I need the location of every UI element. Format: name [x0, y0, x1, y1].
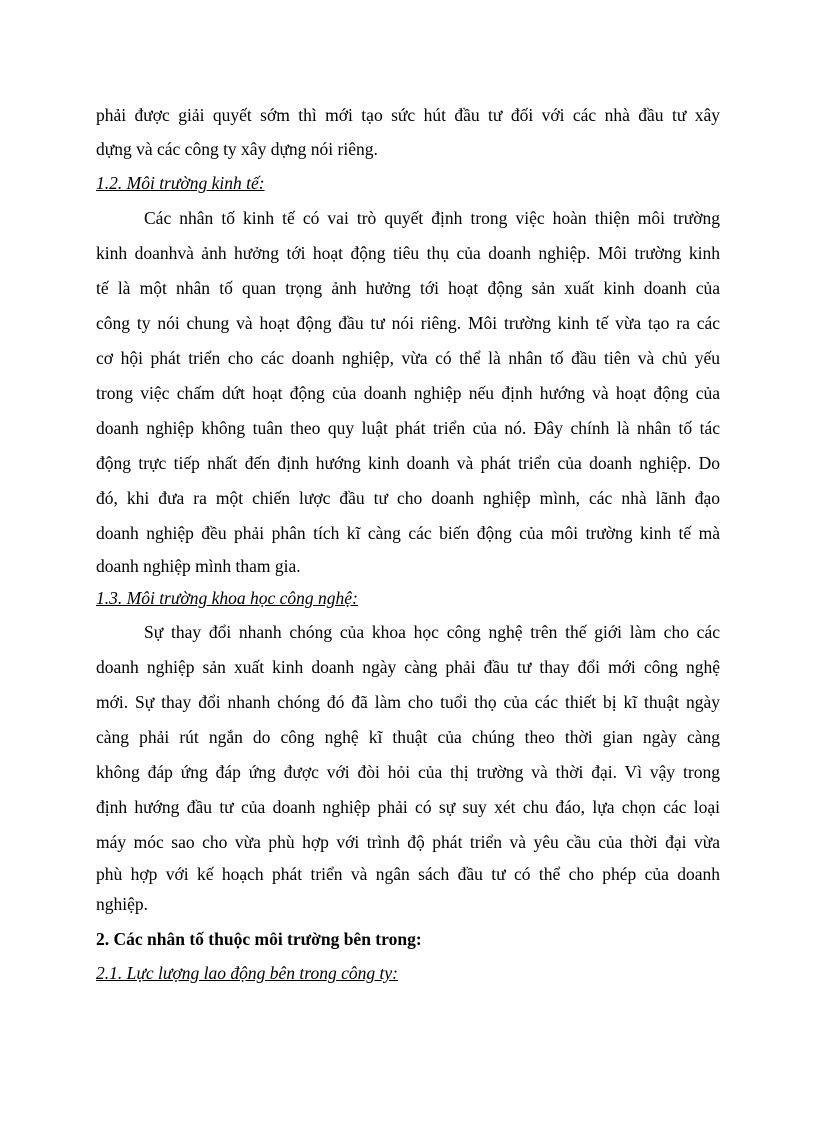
intro-line: dựng và các công ty xây dựng nói riêng. — [96, 139, 378, 159]
paragraph-line: công ty nói chung và hoạt động đầu tư nói riêng. Môi trường kinh tế vừa tạo ra các — [96, 313, 720, 333]
paragraph-line: càng phải rút ngắn do công nghệ kĩ thuật của chúng theo thời gian ngày càng — [96, 727, 720, 747]
paragraph-line: định hướng đầu tư của doanh nghiệp phải có sự suy xét chu đáo, lựa chọn các loại — [96, 797, 720, 817]
paragraph-line: kinh doanhvà ảnh hưởng tới hoạt động tiêu thụ của doanh nghiệp. Môi trường kinh — [96, 243, 720, 263]
paragraph-line: máy móc sao cho vừa phù hợp với trình độ phát triển và yêu cầu của thời đại vừa — [96, 832, 720, 852]
paragraph-line: động trực tiếp nhất đến định hướng kinh doanh và phát triển của doanh nghiệp. Do — [96, 453, 720, 473]
paragraph-line: doanh nghiệp mình tham gia. — [96, 556, 301, 576]
paragraph-line: doanh nghiệp không tuân theo quy luật phát triển của nó. Đây chính là nhân tố tác — [96, 418, 720, 438]
paragraph-line: cơ hội phát triển cho các doanh nghiệp, vừa có thể là nhân tố đầu tiên và chủ yếu — [96, 348, 720, 368]
paragraph-line: Sự thay đổi nhanh chóng của khoa học công nghệ trên thế giới làm cho các — [144, 622, 720, 642]
paragraph-line: đó, khi đưa ra một chiến lược đầu tư cho doanh nghiệp mình, các nhà lãnh đạo — [96, 488, 720, 508]
intro-line: phải được giải quyết sớm thì mới tạo sức hút đầu tư đối với các nhà đầu tư xây — [96, 105, 720, 125]
paragraph-line: Các nhân tố kinh tế có vai trò quyết định trong việc hoàn thiện môi trường — [144, 208, 720, 228]
paragraph-line: doanh nghiệp đều phải phân tích kĩ càng các biến động của môi trường kinh tế mà — [96, 523, 720, 543]
paragraph-line: nghiệp. — [96, 894, 149, 914]
paragraph-line: không đáp ứng đáp ứng được với đòi hỏi của thị trường và thời đại. Vì vậy trong — [96, 762, 720, 782]
paragraph-line: trong việc chấm dứt hoạt động của doanh nghiệp nếu định hướng và hoạt động của — [96, 383, 720, 403]
section-heading-internal: 2. Các nhân tố thuộc môi trường bên trong: — [96, 929, 422, 949]
section-heading-technology: 1.3. Môi trường khoa học công nghệ: — [96, 588, 358, 608]
paragraph-line: doanh nghiệp sản xuất kinh doanh ngày càng phải đầu tư thay đổi mới công nghệ — [96, 657, 720, 677]
paragraph-line: tế là một nhân tố quan trọng ảnh hưởng tới hoạt động sản xuất kinh doanh của — [96, 278, 720, 298]
paragraph-line: phù hợp với kế hoạch phát triển và ngân sách đầu tư có thể cho phép của doanh — [96, 864, 720, 884]
paragraph-line: mới. Sự thay đổi nhanh chóng đó đã làm cho tuổi thọ của các thiết bị kĩ thuật ngày — [96, 692, 720, 712]
section-heading-economic: 1.2. Môi trường kinh tế: — [96, 173, 265, 193]
section-heading-workforce: 2.1. Lực lượng lao động bên trong công ty: — [96, 963, 398, 983]
